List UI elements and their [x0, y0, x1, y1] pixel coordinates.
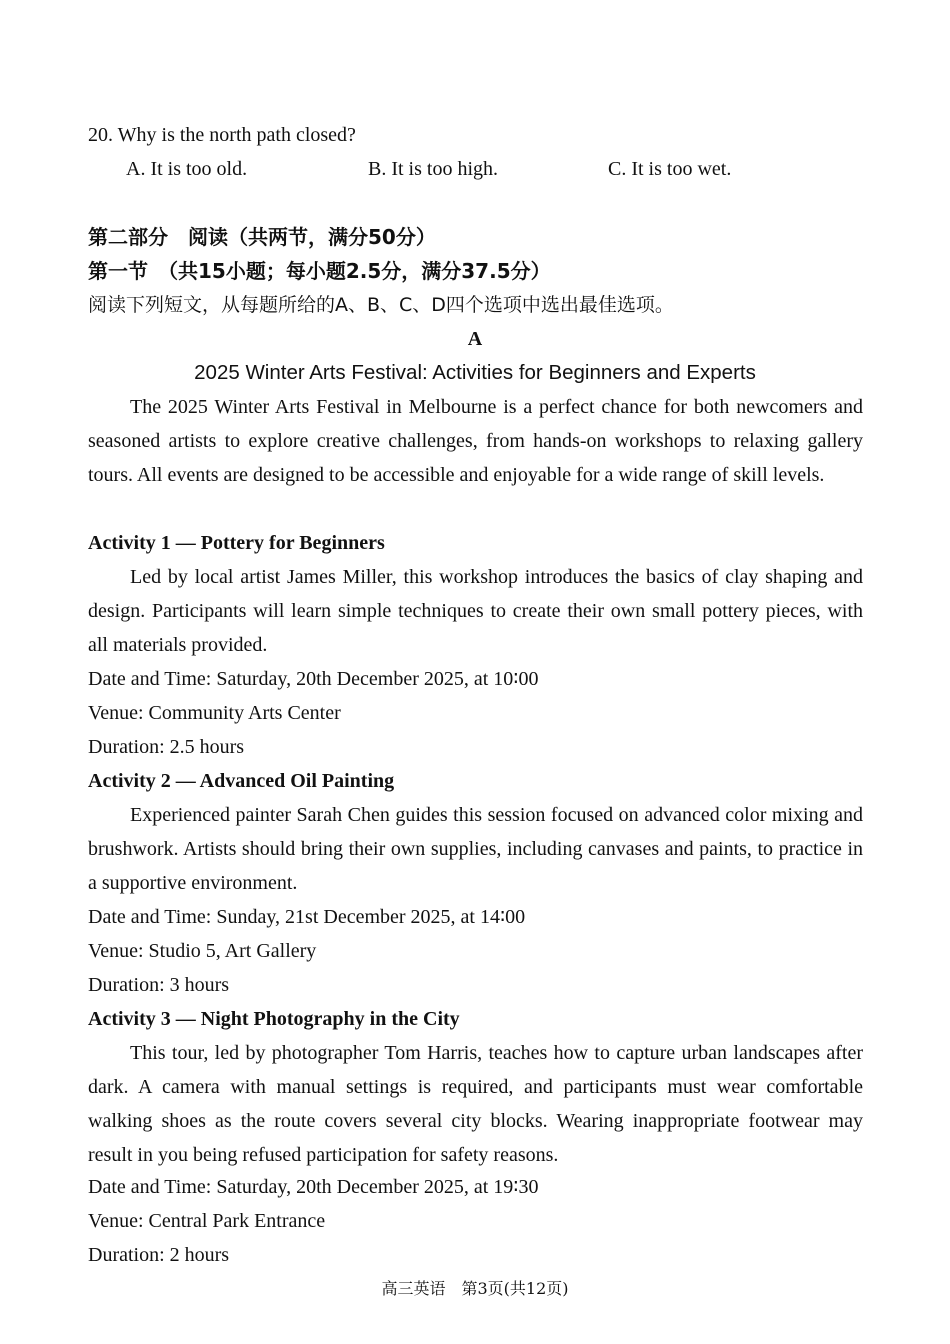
part-two-heading: 第二部分 阅读（共两节，满分50分）	[88, 225, 436, 249]
passage-intro: The 2025 Winter Arts Festival in Melbourne is a perfect chance for both newcomers and seasoned artists to explore creative challenges, from hands-on workshops to relaxing gallery tours. All events are designed to be accessible and enjoyable for a wide range of skill levels.	[88, 396, 863, 486]
activity-2-description: Experienced painter Sarah Chen guides this session focused on advanced color mixing and brushwork. Artists should bring their own supplies, including canvases and paints, to practice in a supportive environment.	[88, 804, 863, 894]
activity-1-venue: Venue: Community Arts Center	[88, 702, 341, 724]
question-20-option-c: C. It is too wet.	[608, 158, 732, 180]
activity-1-date-time: Date and Time: Saturday, 20th December 2025, at 10∶00	[88, 668, 539, 690]
activity-3-duration: Duration: 2 hours	[88, 1244, 230, 1266]
activity-2-duration: Duration: 3 hours	[88, 974, 230, 996]
activity-1-duration: Duration: 2.5 hours	[88, 736, 245, 758]
activity-1-description: Led by local artist James Miller, this workshop introduces the basics of clay shaping and design. Participants will learn simple techniques to create their own small pottery pieces, with all materials provided.	[88, 566, 863, 656]
activity-1-heading: Activity 1 — Pottery for Beginners	[88, 532, 385, 554]
section-one-heading: 第一节 （共15小题；每小题2.5分，满分37.5分）	[88, 259, 551, 283]
activity-3-description: This tour, led by photographer Tom Harris, teaches how to capture urban landscapes after dark. A camera with manual settings is required, and participants must wear comfortable walking shoes as the route covers several city blocks. Wearing inappropriate footwear may result in you being refused participation for safety reasons.	[88, 1042, 863, 1166]
question-20-option-a: A. It is too old.	[126, 158, 248, 180]
page-footer: 高三英语 第3页(共12页)	[381, 1279, 569, 1298]
question-20-option-b: B. It is too high.	[368, 158, 499, 180]
activity-2-date-time: Date and Time: Sunday, 21st December 2025, at 14∶00	[88, 906, 526, 928]
activity-3-venue: Venue: Central Park Entrance	[88, 1210, 326, 1232]
question-20-stem: 20. Why is the north path closed?	[88, 124, 356, 146]
activity-3-heading: Activity 3 — Night Photography in the City	[88, 1008, 460, 1030]
passage-letter: A	[467, 328, 483, 350]
activity-2-heading: Activity 2 — Advanced Oil Painting	[88, 770, 395, 792]
activity-3-date-time: Date and Time: Saturday, 20th December 2025, at 19∶30	[88, 1176, 539, 1198]
reading-instruction: 阅读下列短文，从每题所给的A、B、C、D四个选项中选出最佳选项。	[88, 294, 674, 316]
activity-2-venue: Venue: Studio 5, Art Gallery	[88, 940, 317, 962]
passage-title: 2025 Winter Arts Festival: Activities for Beginners and Experts	[194, 361, 756, 384]
